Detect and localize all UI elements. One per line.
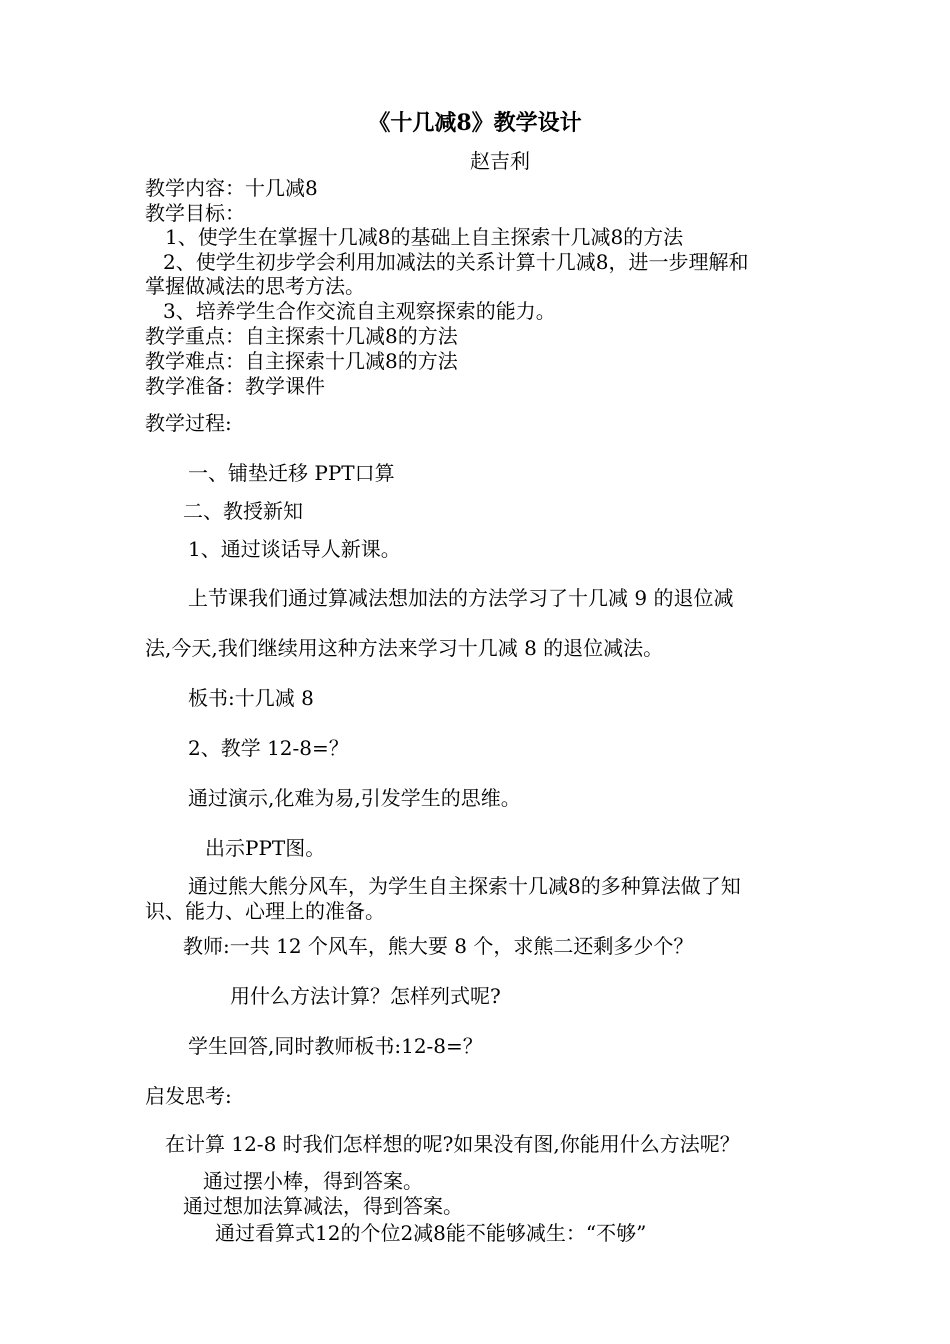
sub-step-2: 2、教学 12-8=？ (188, 736, 349, 760)
paragraph-3-line-1: 通过熊大熊分风车，为学生自主探索十几减8的多种算法做了知 (188, 874, 741, 898)
teaching-content: 教学内容：十几减8 (145, 176, 318, 200)
step-2: 二、教授新知 (183, 499, 303, 523)
author-name: 赵吉利 (470, 149, 530, 173)
teacher-question: 教师:一共 12 个风车，熊大要 8 个，求熊二还剩多少个？ (183, 934, 694, 958)
paragraph-2: 通过演示,化难为易,引发学生的思维。 (188, 786, 521, 810)
objective-1: 1、使学生在掌握十几减8的基础上自主探索十几减8的方法 (165, 225, 684, 249)
student-answer: 学生回答,同时教师板书:12-8=？ (188, 1034, 483, 1058)
process-heading: 教学过程: (145, 411, 232, 435)
sub-step-1: 1、通过谈话导人新课。 (188, 537, 401, 561)
preparation: 教学准备：教学课件 (145, 374, 325, 398)
objectives-heading: 教学目标： (145, 201, 245, 225)
objective-2-line-1: 2、使学生初步学会利用加减法的关系计算十几减8，进一步理解和 (163, 250, 749, 274)
key-point: 教学重点：自主探索十几减8的方法 (145, 324, 458, 348)
inspire-question: 在计算 12-8 时我们怎样想的呢?如果没有图,你能用什么方法呢？ (165, 1132, 740, 1156)
method-3: 通过看算式12的个位2减8能不能够减生：“不够” (215, 1221, 647, 1245)
calculation-question: 用什么方法计算？怎样列式呢? (230, 984, 501, 1008)
show-ppt: 出示PPT图。 (205, 836, 326, 860)
method-2: 通过想加法算减法，得到答案。 (183, 1194, 463, 1218)
difficulty: 教学难点：自主探索十几减8的方法 (145, 349, 458, 373)
document-title: 《十几减8》教学设计 (368, 110, 582, 136)
objective-2-line-2: 掌握做减法的思考方法。 (145, 274, 365, 298)
board-note-1: 板书:十几减 8 (188, 686, 314, 710)
step-1: 一、铺垫迁移 PPT口算 (188, 461, 395, 485)
method-1: 通过摆小棒，得到答案。 (203, 1169, 423, 1193)
paragraph-3-line-2: 识、能力、心理上的准备。 (145, 899, 385, 923)
objective-3: 3、培养学生合作交流自主观察探索的能力。 (163, 299, 556, 323)
paragraph-1-line-1: 上节课我们通过算减法想加法的方法学习了十几减 9 的退位减 (188, 586, 734, 610)
inspire-heading: 启发思考: (145, 1084, 232, 1108)
paragraph-1-line-2: 法,今天,我们继续用这种方法来学习十几减 8 的退位减法。 (145, 636, 664, 660)
